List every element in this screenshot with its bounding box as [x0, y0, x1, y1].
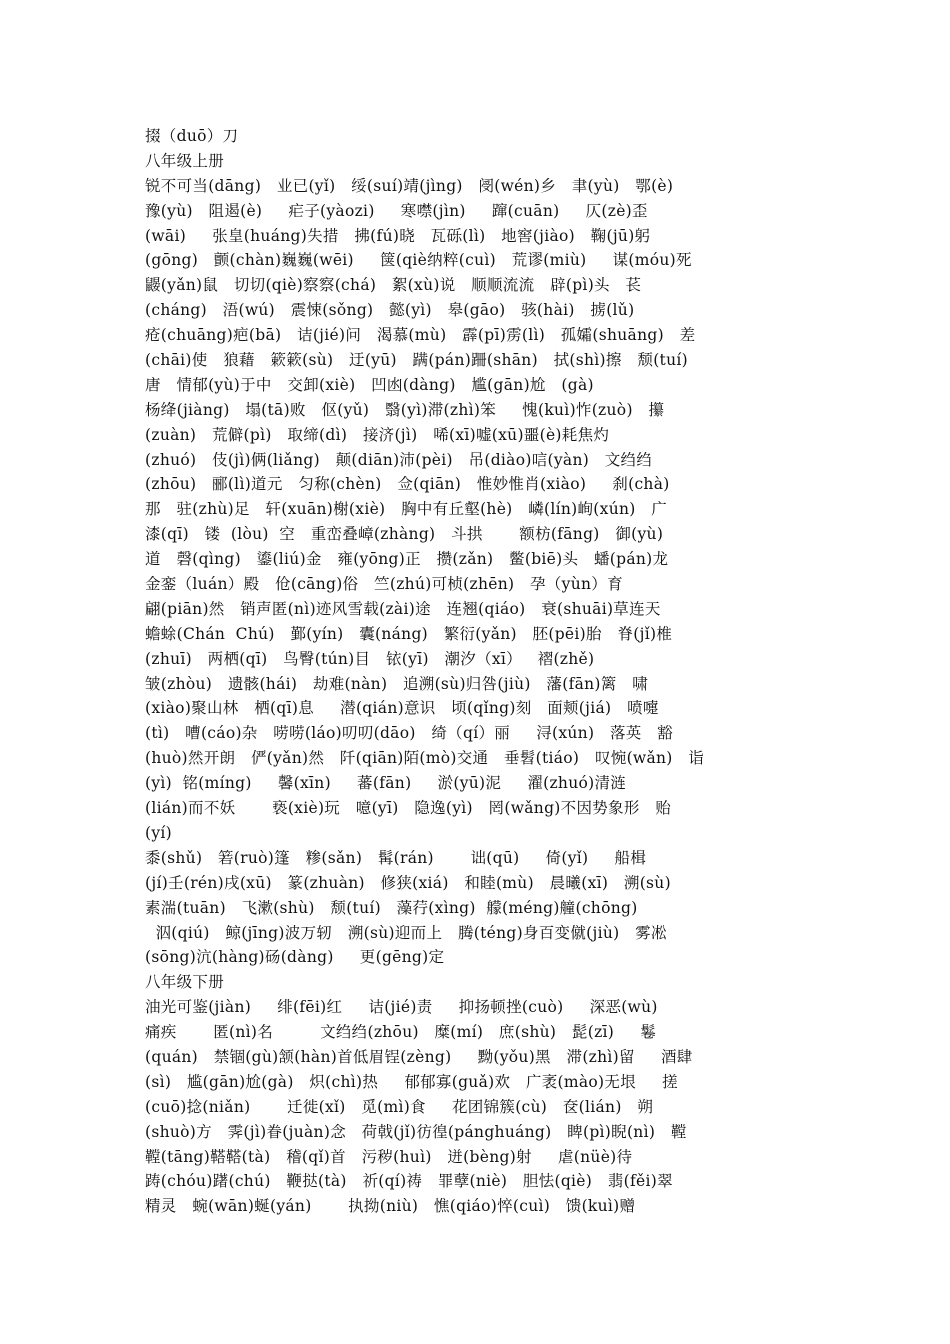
text-line: 鼹(yǎn)鼠 切切(qiè)察察(chá) 絮(xù)说 顺顺流流 辟(pì)头 苌	[145, 276, 642, 295]
text-line: (lián)而不妖 亵(xiè)玩 噫(yī) 隐逸(yì) 罔(wǎng)不因势象形 贻	[145, 799, 672, 818]
text-line: (huò)然开朗 俨(yǎn)然 阡(qiān)陌(mò)交通 垂髫(tiáo) 叹惋(wǎn) 诣	[145, 749, 705, 768]
text-line: (zhuī) 两栖(qī) 鸟臀(tún)目 铱(yī) 潮汐（xī） 褶(zhě)	[145, 649, 595, 668]
text-line: 八年级下册	[145, 973, 225, 992]
text-line: (yí)	[145, 823, 173, 842]
text-line: (chāi)使 狼藉 簌簌(sù) 迂(yū) 蹒(pán)跚(shān) 拭(shì)擦 颓(tuí)	[145, 351, 688, 370]
text-line: 蟾蜍(Chán Chú) 鄞(yín) 囊(náng) 繁衍(yǎn) 胚(pēi)胎 脊(jǐ)椎	[145, 624, 673, 643]
text-line: 豫(yù) 阻遏(è) 疟子(yàozi) 寒噤(jìn) 蹿(cuān) 仄(zè)歪	[145, 201, 648, 220]
text-line: 掇（duō）刀	[145, 127, 239, 145]
text-line: 油光可鉴(jiàn) 绯(fēi)红 诘(jié)责 抑扬顿挫(cuò) 深恶(wù)	[145, 998, 658, 1017]
text-line: (gōng) 颤(chàn)巍巍(wēi) 箧(qiè纳粹(cuì) 荒谬(miù) 谋(móu)死	[145, 251, 692, 270]
text-line: (cháng) 浯(wú) 震悚(sǒng) 懿(yì) 皋(gāo) 骇(hài) 掳(lǔ)	[145, 301, 635, 320]
text-line: 踌(chóu)躇(chú) 鞭挞(tà) 祈(qí)祷 罪孽(niè) 胆怯(qiè) 翡(fěi)翠	[145, 1172, 673, 1191]
text-line: (tì) 嘈(cáo)杂 唠唠(láo)叨叨(dāo) 绮（qí）丽 浔(xún) 落英 豁	[145, 724, 674, 743]
text-line: 皱(zhòu) 遗骸(hái) 劫难(nàn) 追溯(sù)归咎(jiù) 藩(fān)篱 啸	[145, 674, 649, 693]
text-line: 那 驻(zhù)足 轩(xuān)榭(xiè) 胸中有丘壑(hè) 嶙(lín)峋(xún) 广	[145, 500, 668, 519]
text-line: 金銮（luán）殿 伧(cāng)俗 竺(zhú)可桢(zhēn) 孕（yùn）育	[145, 575, 623, 594]
text-line: 黍(shǔ) 箬(ruò)篷 糁(sǎn) 髯(rán) 诎(qū) 倚(yǐ) 船楫	[145, 848, 647, 867]
text-line: 翩(piān)然 销声匿(nì)迹风雪载(zài)途 连翘(qiáo) 衰(shuāi)草连天	[145, 599, 661, 618]
text-line: (zuàn) 荒僻(pì) 取缔(dì) 接济(jì) 唏(xī)嘘(xū)噩(è)耗焦灼	[145, 425, 610, 444]
text-line: (wāi) 张皇(huáng)失措 拂(fú)晓 瓦砾(lì) 地窖(jiào) 鞠(jū)躬	[145, 226, 651, 245]
text-line: 杨绛(jiàng) 塌(tā)败 伛(yǔ) 翳(yì)滞(zhì)笨 愧(kuì)怍(zuò) 攥	[145, 400, 665, 419]
text-line: 泅(qiú) 鲸(jīng)波万轫 溯(sù)迎而上 腾(téng)身百变僦(jiù) 雾凇	[145, 923, 667, 942]
text-line: (yì) 铭(míng) 馨(xīn) 蕃(fān) 淤(yū)泥 濯(zhuó)清涟	[145, 774, 627, 793]
text-line: 道 磬(qìng) 鎏(liú)金 雍(yōng)正 攒(zǎn) 鳖(biē)头 蟠(pán)龙	[145, 550, 669, 569]
text-line: 痛疾 匿(nì)名 文绉绉(zhōu) 糜(mí) 庶(shù) 髭(zī) 鬈	[145, 1023, 657, 1042]
text-line: 素湍(tuān) 飞漱(shù) 颓(tuí) 藻荇(xìng) 艨(méng)艟(chōng)	[145, 898, 638, 917]
document-body	[145, 124, 813, 1219]
text-line: 八年级上册	[145, 151, 225, 170]
text-line: (sōng)沆(hàng)砀(dàng) 更(gēng)定	[145, 948, 445, 967]
text-line: (jí)壬(rén)戌(xū) 篆(zhuàn) 修狭(xiá) 和睦(mù) 晨曦(xī) 溯(sù)	[145, 873, 671, 892]
text-line: (shuò)方 霁(jì)眷(juàn)念 荷戟(jǐ)彷徨(pánghuáng) 睥(pì)睨(nì) 鞺	[145, 1122, 687, 1141]
text-line: 鞺(tāng)鞳鞳(tà) 稽(qǐ)首 污秽(huì) 迸(bèng)射 虐(nüè)待	[145, 1147, 633, 1166]
text-line: (zhōu) 郦(lì)道元 匀称(chèn) 佥(qiān) 惟妙惟肖(xiào) 刹(chà)	[145, 475, 670, 494]
text-line: (zhuó) 伎(jì)俩(liǎng) 颠(diān)沛(pèi) 吊(diào)唁(yàn) 文绉绉	[145, 450, 653, 469]
text-line: (sì) 尴(gān)尬(gà) 炽(chì)热 郁郁寡(guǎ)欢 广袤(mào)无垠 搓	[145, 1072, 678, 1091]
text-line: (cuō)捻(niǎn) 迁徙(xǐ) 觅(mì)食 花团锦簇(cù) 奁(lián) 朔	[145, 1097, 654, 1116]
text-line: 锐不可当(dāng) 业已(yǐ) 绥(suí)靖(jìng) 阌(wén)乡 聿(yù) 鄂(è)	[145, 176, 674, 195]
text-line: 疮(chuāng)疤(bā) 诘(jié)问 渴慕(mù) 霹(pī)雳(lì) 孤孀(shuāng) 差	[145, 326, 696, 345]
text-line: (xiào)聚山林 栖(qī)息 潜(qián)意识 顷(qǐng)刻 面颊(jiá) 喷嚏	[145, 699, 659, 718]
text-line: 精灵 蜿(wān)蜒(yán) 执拗(niù) 憔(qiáo)悴(cuì) 馈(kuì)赠	[145, 1197, 636, 1216]
text-line: (quán) 禁锢(gù)颔(hàn)首低眉锃(zèng) 黝(yǒu)黑 滞(zhì)留 酒肆	[145, 1047, 693, 1066]
text-line: 漆(qī) 镂 (lòu) 空 重峦叠嶂(zhàng) 斗拱 额枋(fāng) 御(yù)	[145, 525, 664, 544]
text-line: 唐 情郁(yù)于中 交卸(xiè) 凹凼(dàng) 尴(gān)尬 (gà)	[145, 375, 594, 394]
